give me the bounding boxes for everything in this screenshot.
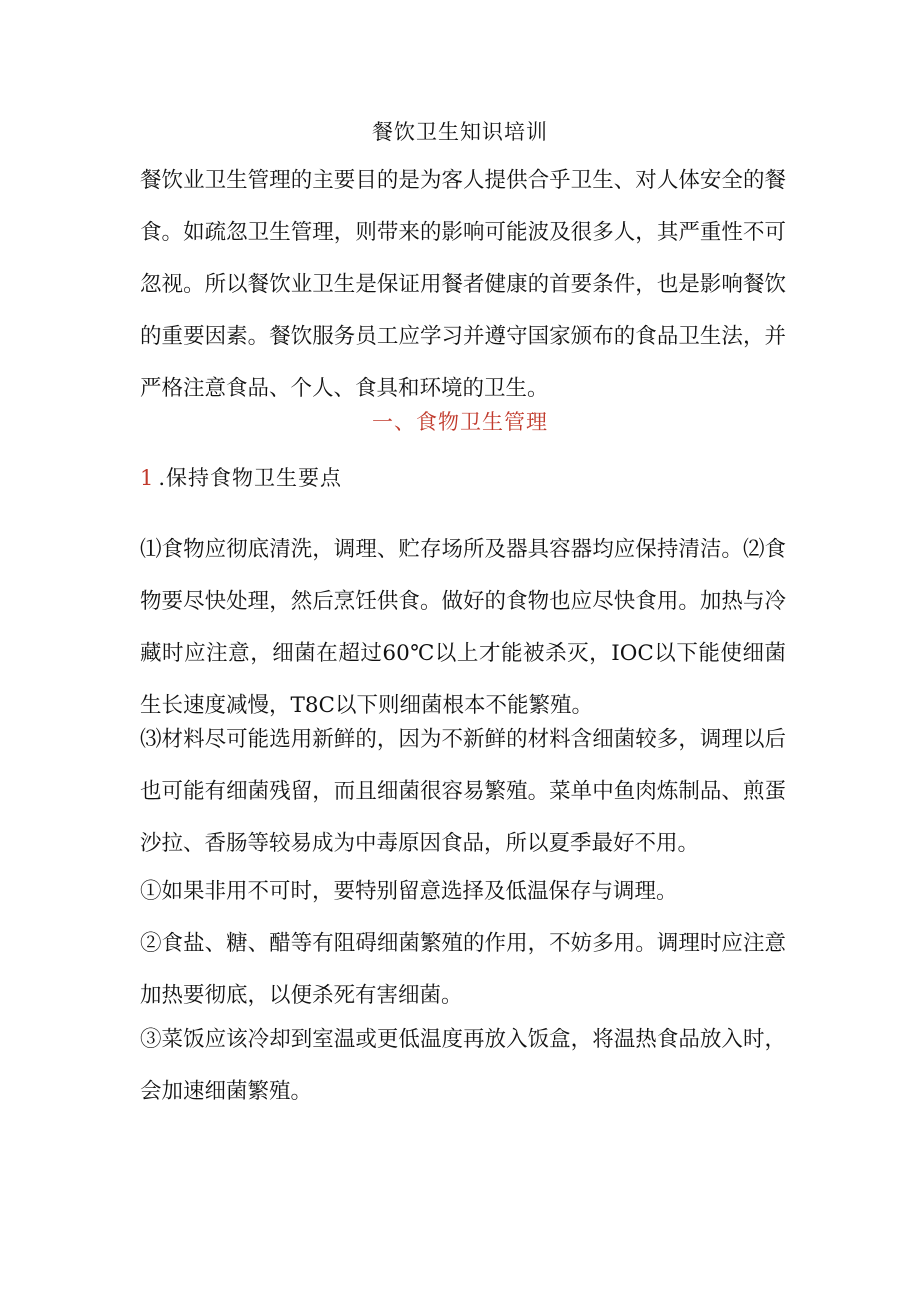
intro-paragraph: 餐饮业卫生管理的主要目的是为客人提供合乎卫生、对人体安全的餐食。如疏忽卫生管理，则带来的影响可能波及很多人，其严重性不可忽视。所以餐饮业卫生是保证用餐者健康的首要条件，也是影响餐饮的重要因素。餐饮服务员工应学习并遵守国家颁布的食品卫生法，并严格注意食品、个人、食具和环境的卫生。 [140, 168, 786, 401]
document-title: 餐饮卫生知识培训 [372, 120, 548, 144]
sub-heading [140, 462, 342, 492]
body-paragraph: ②食盐、糖、醋等有阻碍细菌繁殖的作用，不妨多用。调理时应注意加热要彻底，以便杀死有害细菌。 [140, 931, 786, 1008]
body-paragraph: ⑴食物应彻底清洗，调理、贮存场所及器具容器均应保持清洁。⑵食物要尽快处理，然后烹饪供食。做好的食物也应尽快食用。加热与冷藏时应注意，细菌在超过60℃以上才能被杀灭，IOC以下能使细菌生长速度减慢，T8C以下则细菌根本不能繁殖。 [140, 537, 786, 718]
body-paragraph: ⑶材料尽可能选用新鲜的，因为不新鲜的材料含细菌较多，调理以后也可能有细菌残留，而且细菌很容易繁殖。菜单中鱼肉炼制品、煎蛋沙拉、香肠等较易成为中毒原因食品，所以夏季最好不用。 [140, 727, 786, 856]
section-heading: 一、食物卫生管理 [372, 410, 548, 434]
sub-heading-number: 1 [140, 466, 155, 490]
body-paragraph: ①如果非用不可时，要特别留意选择及低温保存与调理。 [140, 879, 678, 904]
body-paragraph: ③菜饭应该冷却到室温或更低温度再放入饭盒，将温热食品放入时，会加速细菌繁殖。 [140, 1027, 786, 1104]
sub-heading-text: .保持食物卫生要点 [158, 466, 343, 490]
